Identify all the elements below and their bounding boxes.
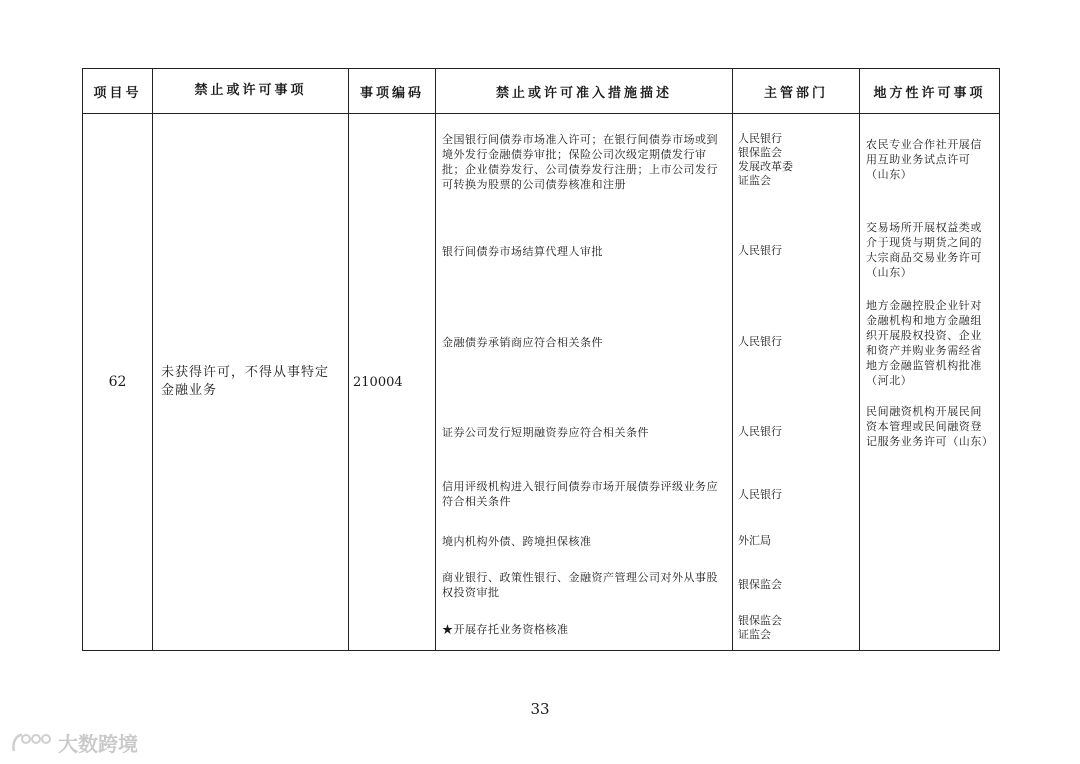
measure-dept: 银保监会 证监会: [738, 614, 782, 641]
measure-desc: 银行间债券市场结算代理人审批: [442, 245, 603, 258]
measure-dept: 人民银行: [738, 244, 782, 257]
row-code: 210004: [353, 374, 403, 390]
header-seq: 项目号: [83, 69, 153, 114]
measure-dept: 人民银行: [738, 335, 782, 348]
measure-desc: ★开展存托业务资格核准: [442, 623, 569, 636]
local-item: 地方金融控股企业针对金融机构和地方金融组织开展股权投资、企业和资产并购业务需经省地方金融监管机构批准（河北）: [866, 299, 982, 387]
header-desc: 禁止或许可准入措施描述: [436, 69, 733, 114]
local-item: 交易场所开展权益类或介于现货与期货之间的大宗商品交易业务许可（山东）: [866, 221, 982, 279]
measure-dept: 银保监会: [738, 578, 782, 591]
measure-desc: 商业银行、政策性银行、金融资产管理公司对外从事股权投资审批: [442, 571, 718, 599]
row-seq: 62: [83, 114, 153, 651]
measures-desc-cell: [436, 114, 733, 651]
measure-desc: 证券公司发行短期融资券应符合相关条件: [442, 426, 649, 439]
measure-dept: 外汇局: [738, 534, 771, 547]
header-item: 禁止或许可事项: [153, 69, 349, 114]
brand-logo-icon: [10, 731, 52, 755]
measure-dept: 人民银行 银保监会 发展改革委 证监会: [738, 132, 793, 187]
page-number: 33: [530, 700, 550, 718]
row-item: 未获得许可，不得从事特定金融业务: [153, 114, 349, 651]
row-code-cell: [349, 114, 436, 651]
measures-dept-cell: [733, 114, 860, 651]
permit-table: [82, 68, 1000, 651]
local-item: 农民专业合作社开展信用互助业务试点许可（山东）: [866, 138, 982, 181]
local-items-cell: [860, 114, 1000, 651]
table-row: [83, 114, 1000, 651]
measure-desc: 金融债券承销商应符合相关条件: [442, 336, 603, 349]
header-local: 地方性许可事项: [860, 69, 1000, 114]
measure-dept: 人民银行: [738, 488, 782, 501]
measure-desc: 信用评级机构进入银行间债券市场开展债券评级业务应符合相关条件: [442, 480, 718, 508]
watermark: [10, 728, 138, 757]
measure-dept: 人民银行: [738, 425, 782, 438]
watermark-text: 大数跨境: [58, 732, 138, 756]
local-item: 民间融资机构开展民间资本管理或民间融资登记服务业务许可（山东）: [866, 405, 994, 448]
header-code: 事项编码: [349, 69, 436, 114]
header-dept: 主管部门: [733, 69, 860, 114]
measure-desc: 境内机构外债、跨境担保核准: [442, 535, 592, 548]
measure-desc: 全国银行间债券市场准入许可；在银行间债券市场或到境外发行金融债券审批；保险公司次级定期债发行审批；企业债券发行、公司债券发行注册；上市公司发行可转换为股票的公司债券核准和注册: [442, 133, 718, 191]
table-header-row: [83, 69, 1000, 114]
